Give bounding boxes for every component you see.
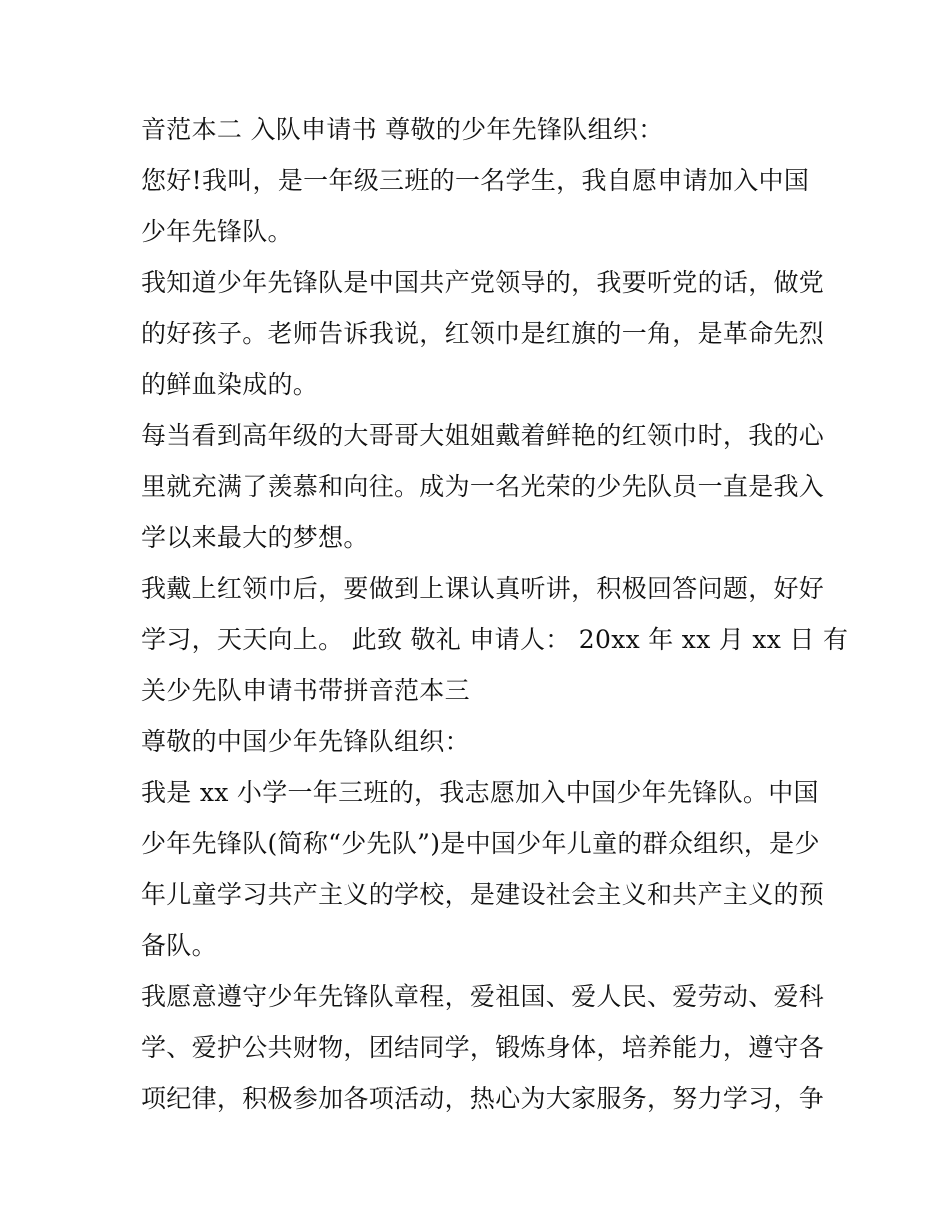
text-line: 您好!我叫，是一年级三班的一名学生，我自愿申请加入中国 (141, 166, 810, 195)
text-line: 少年先锋队。 (141, 217, 293, 246)
text-line: 年儿童学习共产主义的学校，是建设社会主义和共产主义的预 (141, 880, 825, 909)
text-line: 里就充满了羡慕和向往。成为一名光荣的少先队员一直是我入 (141, 472, 825, 501)
text-line: 学、爱护公共财物，团结同学，锻炼身体，培养能力，遵守各 (141, 1033, 825, 1062)
text-line: 少年先锋队(简称“少先队”)是中国少年儿童的群众组织，是少 (141, 829, 820, 858)
document-body (141, 108, 849, 1128)
text-line: 关少先队申请书带拼音范本三 (141, 676, 470, 705)
text-line: 我愿意遵守少年先锋队章程，爱祖国、爱人民、爱劳动、爱科 (141, 982, 825, 1011)
text-line: 我戴上红领巾后，要做到上课认真听讲，积极回答问题，好好 (141, 574, 825, 603)
text-line: 备队。 (141, 931, 217, 960)
text-line: 的鲜血染成的。 (141, 370, 319, 399)
text-line: 音范本二 入队申请书 尊敬的少年先锋队组织： (141, 115, 664, 144)
text-line: 尊敬的中国少年先锋队组织： (141, 727, 470, 756)
text-line: 学以来最大的梦想。 (141, 523, 369, 552)
text-line: 每当看到高年级的大哥哥大姐姐戴着鲜艳的红领巾时，我的心 (141, 421, 825, 450)
text-line: 学习，天天向上。 此致 敬礼 申请人： 20xx 年 xx 月 xx 日 有 (141, 625, 849, 654)
text-line: 的好孩子。老师告诉我说，红领巾是红旗的一角，是革命先烈 (141, 319, 825, 348)
text-line: 我是 xx 小学一年三班的，我志愿加入中国少年先锋队。中国 (141, 778, 819, 807)
text-line: 项纪律，积极参加各项活动，热心为大家服务，努力学习，争 (141, 1084, 825, 1113)
text-line: 我知道少年先锋队是中国共产党领导的，我要听党的话，做党 (141, 268, 825, 297)
